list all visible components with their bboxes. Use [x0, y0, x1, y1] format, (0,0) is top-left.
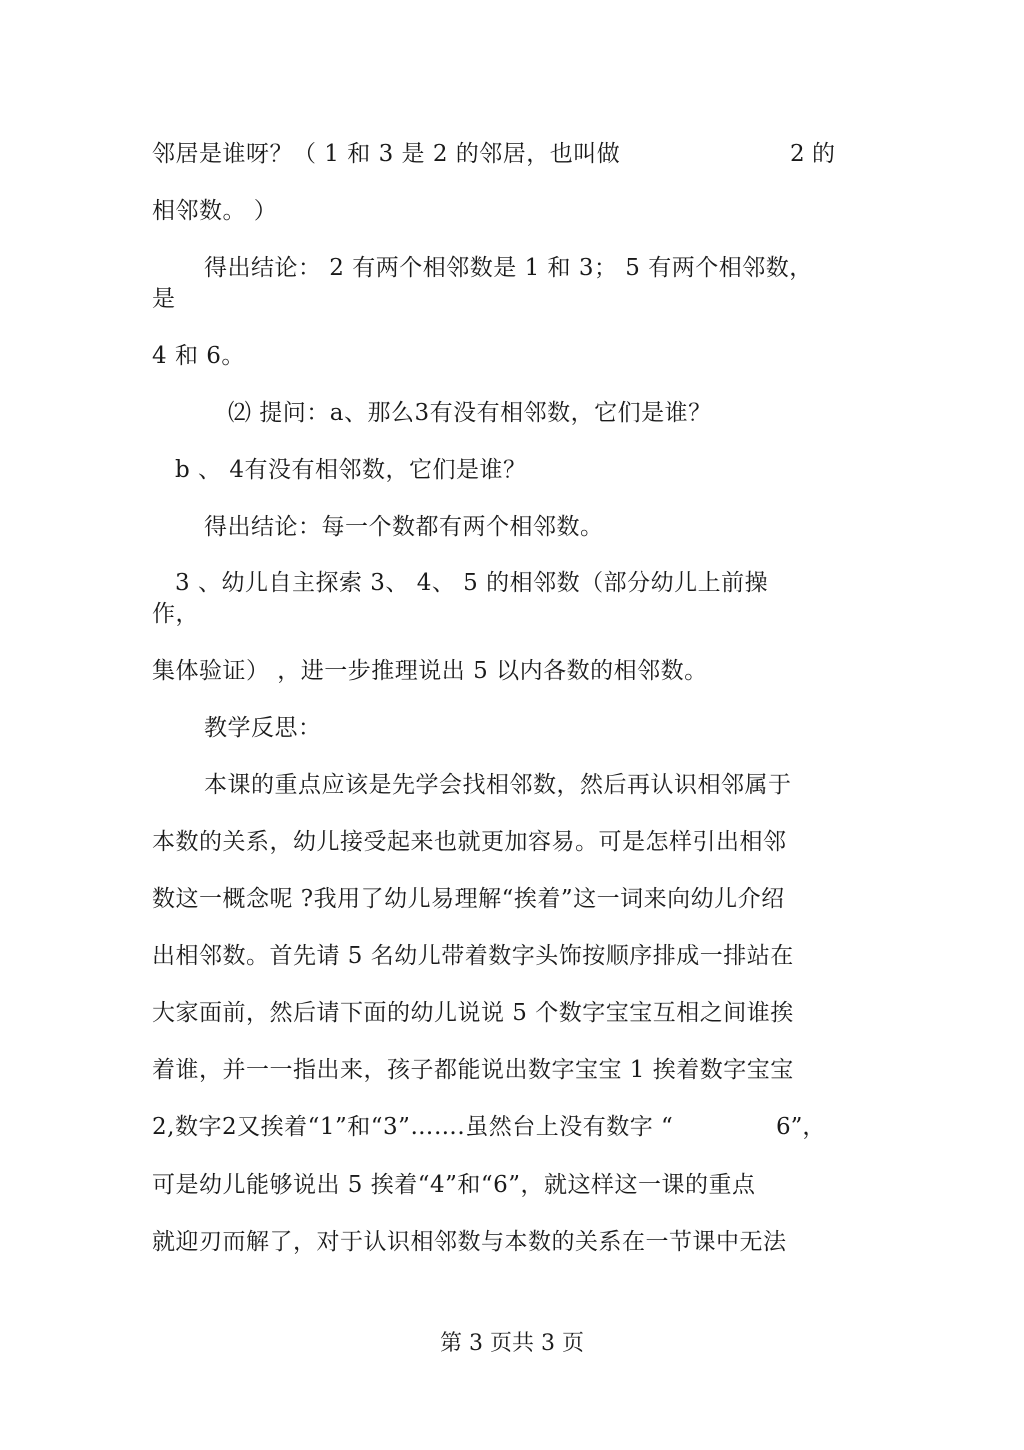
text-line-9: 3 、幼儿自主探索 3、 4、 5 的相邻数（部分幼儿上前操	[175, 570, 769, 596]
text-line-19: 2,数字2又挨着“1”和“3”…….虽然台上没有数字 “	[152, 1114, 674, 1140]
text-line-5: 4 和 6。	[152, 343, 245, 369]
text-line-7: b 、 4有没有相邻数，它们是谁？	[175, 457, 527, 483]
text-line-16: 出相邻数。首先请 5 名幼儿带着数字头饰按顺序排成一排站在	[152, 943, 794, 969]
text-line-11: 集体验证） ，进一步推理说出 5 以内各数的相邻数。	[152, 658, 708, 684]
section-heading: 教学反思：	[204, 715, 322, 741]
text-line-15: 数这一概念呢 ?我用了幼儿易理解“挨着”这一词来向幼儿介绍	[152, 886, 785, 912]
text-line-8: 得出结论：每一个数都有两个相邻数。	[204, 514, 604, 540]
text-line-4: 是	[152, 286, 176, 312]
text-line-19-right: 6”，	[776, 1114, 826, 1140]
text-line-13: 本课的重点应该是先学会找相邻数，然后再认识相邻属于	[204, 772, 792, 798]
page-footer: 第 3 页共 3 页	[440, 1331, 584, 1356]
text-line-6: ⑵ 提问：a、那么3有没有相邻数，它们是谁？	[228, 400, 712, 426]
text-line-1: 邻居是谁呀？（ 1 和 3 是 2 的邻居，也叫做	[152, 141, 621, 167]
text-line-10: 作，	[152, 601, 199, 627]
text-line-20: 可是幼儿能够说出 5 挨着“4”和“6”，就这样这一课的重点	[152, 1172, 756, 1198]
text-line-18: 着谁，并一一指出来，孩子都能说出数字宝宝 1 挨着数字宝宝	[152, 1057, 794, 1083]
text-line-14: 本数的关系，幼儿接受起来也就更加容易。可是怎样引出相邻	[152, 829, 787, 855]
text-line-17: 大家面前，然后请下面的幼儿说说 5 个数字宝宝互相之间谁挨	[152, 1000, 794, 1026]
text-line-1-right: 2 的	[790, 141, 835, 167]
text-line-2: 相邻数。 ）	[152, 198, 278, 224]
text-line-21: 就迎刃而解了，对于认识相邻数与本数的关系在一节课中无法	[152, 1229, 787, 1255]
text-line-3: 得出结论： 2 有两个相邻数是 1 和 3； 5 有两个相邻数，	[204, 255, 813, 281]
